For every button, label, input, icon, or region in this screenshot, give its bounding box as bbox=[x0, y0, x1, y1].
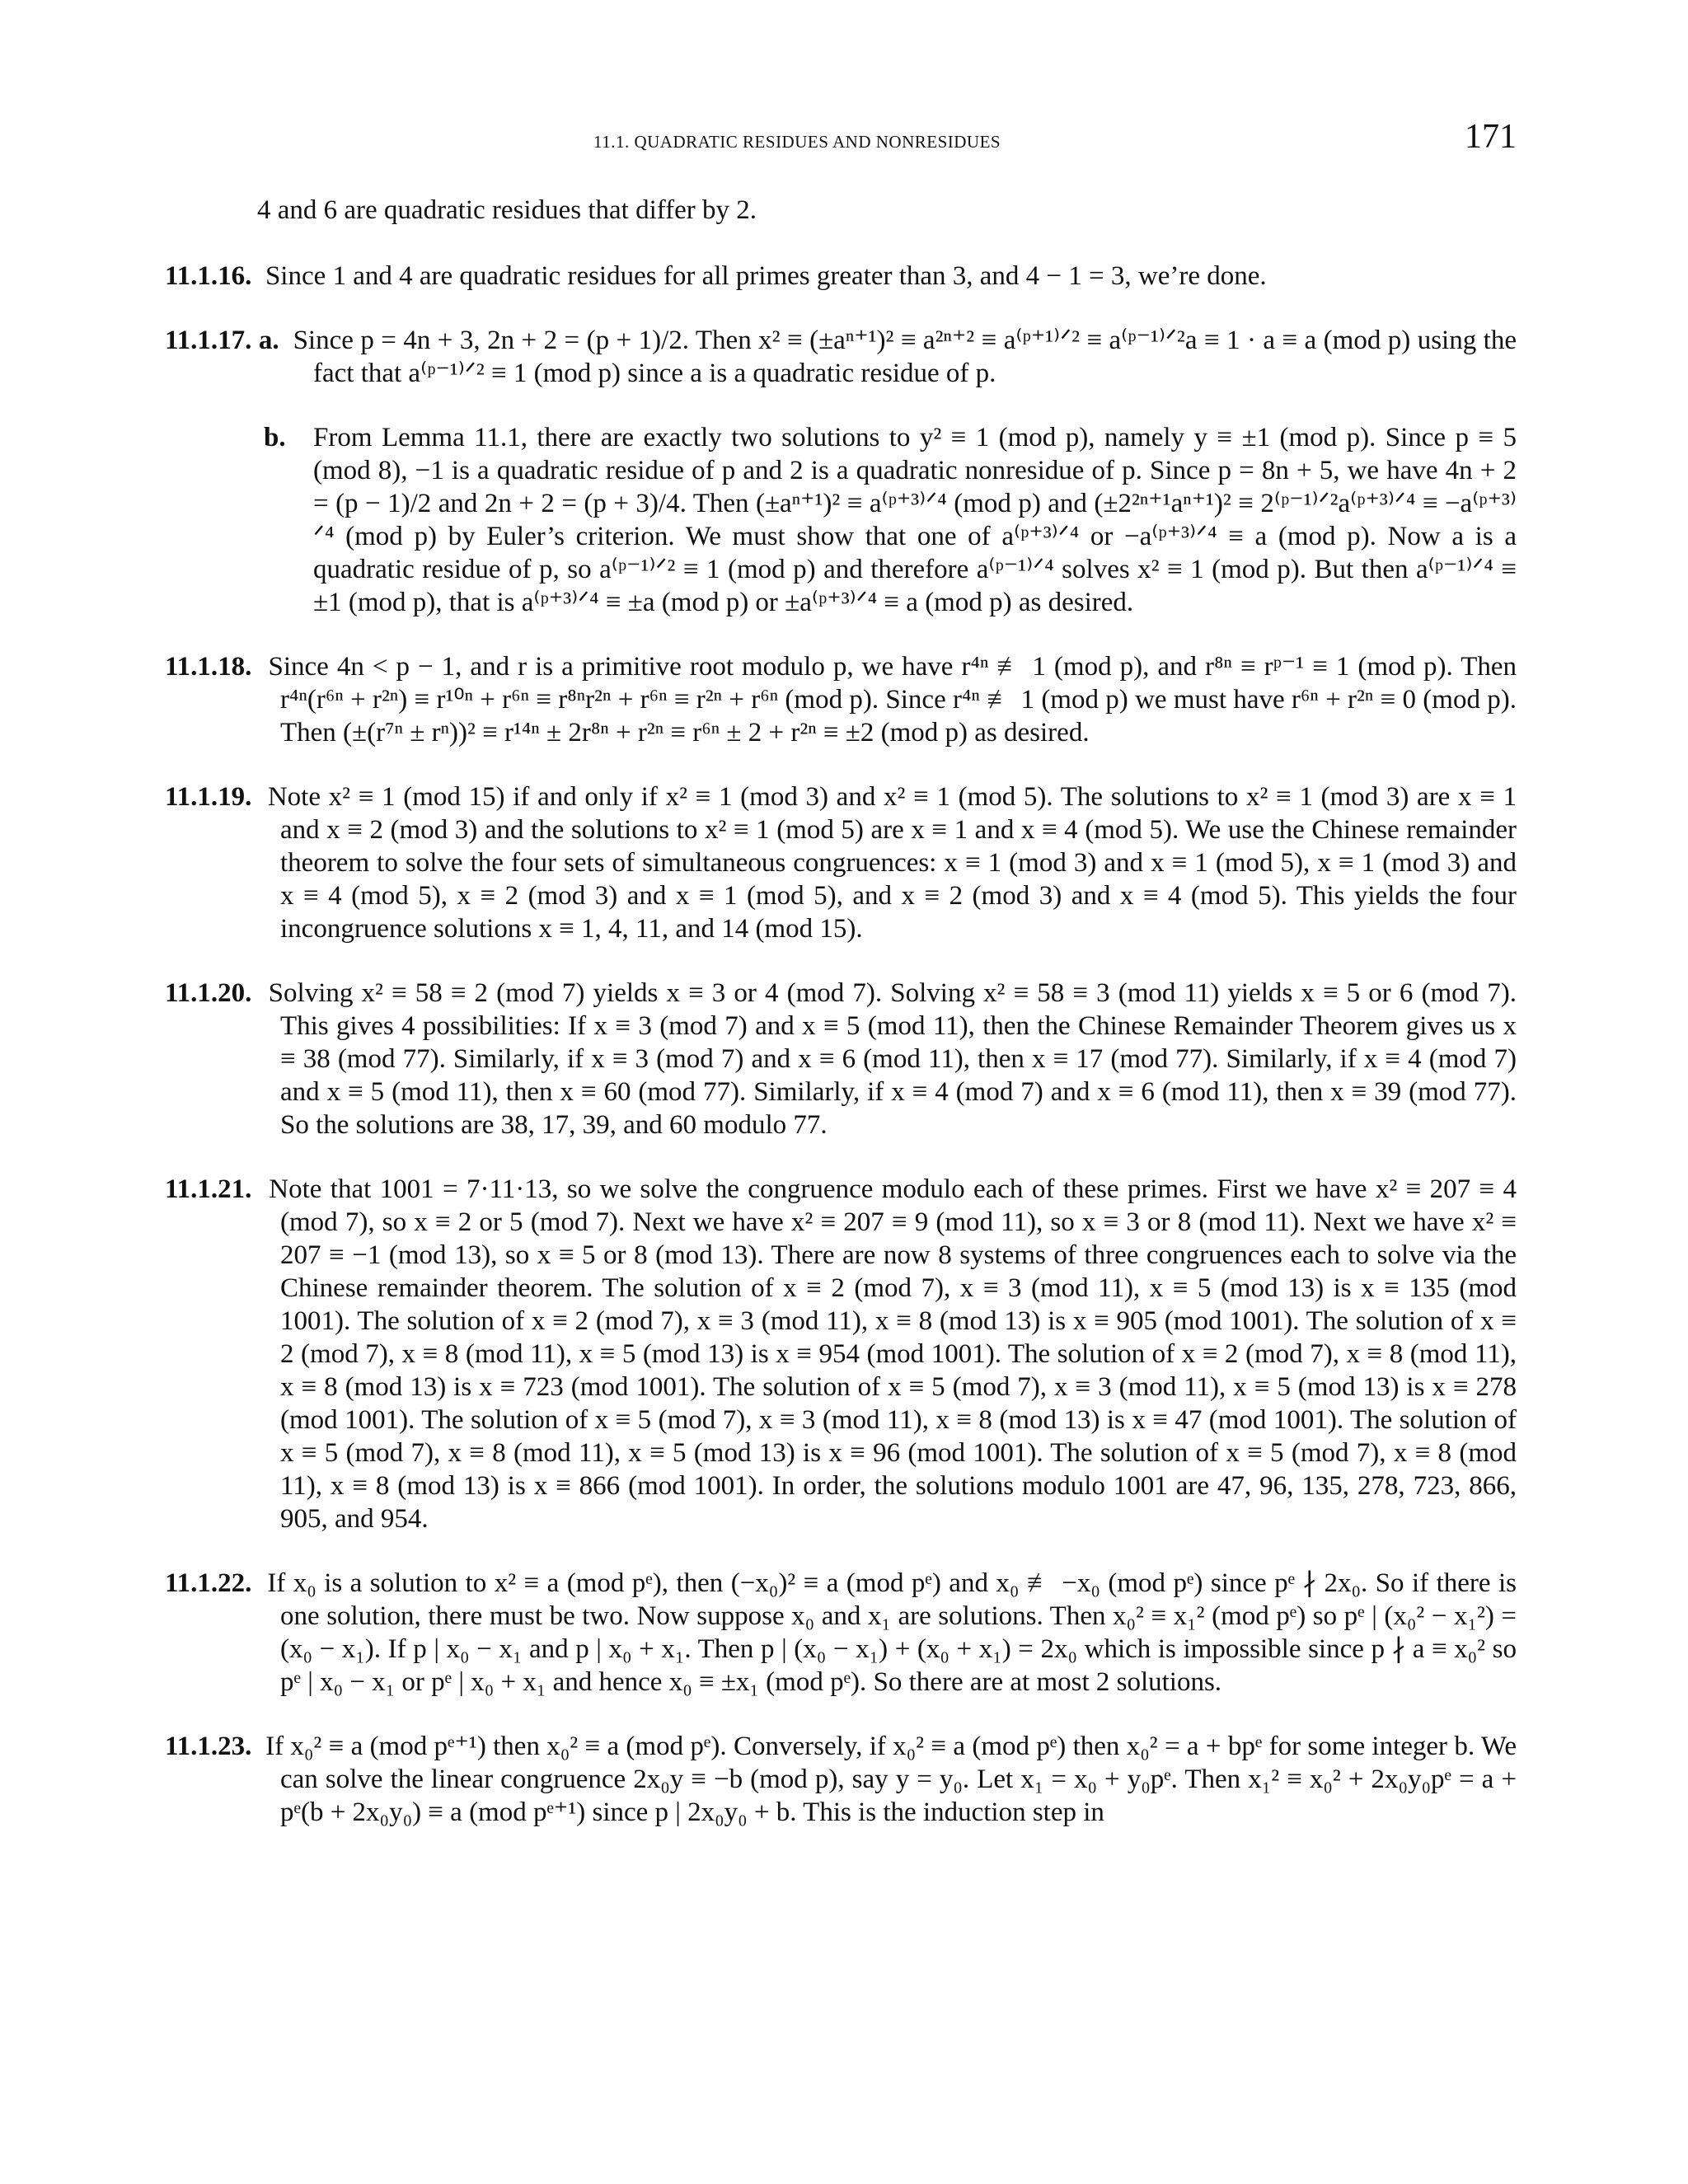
continuation-text: 4 and 6 are quadratic residues that differ by 2. bbox=[257, 195, 757, 225]
problem-text: From Lemma 11.1, there are exactly two solutions to y² ≡ 1 (mod p), namely y ≡ ±1 (mod p). Since p ≡ 5 (mod 8), −1 is a quadratic residue of p and 2 is a quadratic nonresidue of p. Since p = 8n + 5, we have 4n + 2 = (p − 1)/2 and 2n + 2 = (p + 3)/4. Then (±aⁿ⁺¹)² ≡ a⁽ᵖ⁺³⁾ᐟ⁴ (mod p) and (±2²ⁿ⁺¹aⁿ⁺¹)² ≡ 2⁽ᵖ⁻¹⁾ᐟ²a⁽ᵖ⁺³⁾ᐟ⁴ ≡ −a⁽ᵖ⁺³⁾ᐟ⁴ (mod p) by Euler’s criterion. We must show that one of a⁽ᵖ⁺³⁾ᐟ⁴ or −a⁽ᵖ⁺³⁾ᐟ⁴ ≡ a (mod p). Now a is a quadratic residue of p, so a⁽ᵖ⁻¹⁾ᐟ² ≡ 1 (mod p) and therefore a⁽ᵖ⁻¹⁾ᐟ⁴ solves x² ≡ 1 (mod p). But then a⁽ᵖ⁻¹⁾ᐟ⁴ ≡ ±1 (mod p), that is a⁽ᵖ⁺³⁾ᐟ⁴ ≡ ±a (mod p) or ±a⁽ᵖ⁺³⁾ᐟ⁴ ≡ a (mod p) as desired. bbox=[313, 423, 1517, 617]
problem-11-1-21 bbox=[165, 1173, 1517, 1535]
problem-11-1-20 bbox=[165, 977, 1517, 1141]
problem-text: Note that 1001 = 7·11·13, so we solve the congruence modulo each of these primes. First we have x² ≡ 207 ≡ 4 (mod 7), so x ≡ 2 or 5 (mod 7). Next we have x² ≡ 207 ≡ 9 (mod 11), so x ≡ 3 or 8 (mod 11). Next we have x² ≡ 207 ≡ −1 (mod 13), so x ≡ 5 or 8 (mod 13). There are now 8 systems of three congruences each to solve via the Chinese remainder theorem. The solution of x ≡ 2 (mod 7), x ≡ 3 (mod 11), x ≡ 5 (mod 13) is x ≡ 135 (mod 1001). The solution of x ≡ 2 (mod 7), x ≡ 3 (mod 11), x ≡ 8 (mod 13) is x ≡ 905 (mod 1001). The solution of x ≡ 2 (mod 7), x ≡ 8 (mod 11), x ≡ 5 (mod 13) is x ≡ 954 (mod 1001). The solution of x ≡ 2 (mod 7), x ≡ 8 (mod 11), x ≡ 8 (mod 13) is x ≡ 723 (mod 1001). The solution of x ≡ 5 (mod 7), x ≡ 3 (mod 11), x ≡ 5 (mod 13) is x ≡ 278 (mod 1001). The solution of x ≡ 5 (mod 7), x ≡ 3 (mod 11), x ≡ 8 (mod 13) is x ≡ 47 (mod 1001). The solution of x ≡ 5 (mod 7), x ≡ 8 (mod 11), x ≡ 5 (mod 13) is x ≡ 96 (mod 1001). The solution of x ≡ 5 (mod 7), x ≡ 8 (mod 11), x ≡ 8 (mod 13) is x ≡ 866 (mod 1001). In order, the solutions modulo 1001 are 47, 96, 135, 278, 723, 866, 905, and 954. bbox=[269, 1174, 1517, 1534]
problem-text: If x₀ is a solution to x² ≡ a (mod pᵉ), then (−x₀)² ≡ a (mod pᵉ) and x₀ ≢ −x₀ (mod pᵉ) since pᵉ ∤ 2x₀. So if there is one solution, there must be two. Now suppose x₀ and x₁ are solutions. Then x₀² ≡ x₁² (mod pᵉ) so pᵉ | (x₀² − x₁²) = (x₀ − x₁). If p | x₀ − x₁ and p | x₀ + x₁. Then p | (x₀ − x₁) + (x₀ + x₁) = 2x₀ which is impossible since p ∤ a ≡ x₀² so pᵉ | x₀ − x₁ or pᵉ | x₀ + x₁ and hence x₀ ≡ ±x₁ (mod pᵉ). So there are at most 2 solutions. bbox=[267, 1568, 1517, 1697]
problem-text: Since 4n < p − 1, and r is a primitive root modulo p, we have r⁴ⁿ ≢ 1 (mod p), and r⁸ⁿ ≡ rᵖ⁻¹ ≡ 1 (mod p). Then r⁴ⁿ(r⁶ⁿ + r²ⁿ) ≡ r¹⁰ⁿ + r⁶ⁿ ≡ r⁸ⁿr²ⁿ + r⁶ⁿ ≡ r²ⁿ + r⁶ⁿ (mod p). Since r⁴ⁿ ≢ 1 (mod p) we must have r⁶ⁿ + r²ⁿ ≡ 0 (mod p). Then (±(r⁷ⁿ ± rⁿ))² ≡ r¹⁴ⁿ ± 2r⁸ⁿ + r²ⁿ ≡ r⁶ⁿ ± 2 + r²ⁿ ≡ ±2 (mod p) as desired. bbox=[268, 652, 1517, 748]
page-body bbox=[165, 194, 1517, 1860]
problem-text: Note x² ≡ 1 (mod 15) if and only if x² ≡ 1 (mod 3) and x² ≡ 1 (mod 5). The solutions to x² ≡ 1 (mod 3) are x ≡ 1 and x ≡ 2 (mod 3) and the solutions to x² ≡ 1 (mod 5) are x ≡ 1 and x ≡ 4 (mod 5). We use the Chinese remainder theorem to solve the four sets of simultaneous congruences: x ≡ 1 (mod 3) and x ≡ 1 (mod 5), x ≡ 1 (mod 3) and x ≡ 4 (mod 5), x ≡ 2 (mod 3) and x ≡ 1 (mod 5), and x ≡ 2 (mod 3) and x ≡ 4 (mod 5). This yields the four incongruence solutions x ≡ 1, 4, 11, and 14 (mod 15). bbox=[267, 782, 1517, 944]
problem-11-1-22 bbox=[165, 1567, 1517, 1699]
problem-11-1-23 bbox=[165, 1730, 1517, 1829]
problem-number: 11.1.19. bbox=[165, 782, 252, 812]
problem-text: Solving x² ≡ 58 ≡ 2 (mod 7) yields x ≡ 3 or 4 (mod 7). Solving x² ≡ 58 ≡ 3 (mod 11) yields x ≡ 5 or 6 (mod 7). This gives 4 possibilities: If x ≡ 3 (mod 7) and x ≡ 5 (mod 11), then the Chinese Remainder Theorem gives us x ≡ 38 (mod 77). Similarly, if x ≡ 3 (mod 7) and x ≡ 6 (mod 11), then x ≡ 17 (mod 77). Similarly, if x ≡ 4 (mod 7) and x ≡ 5 (mod 11), then x ≡ 60 (mod 77). Similarly, if x ≡ 4 (mod 7) and x ≡ 6 (mod 11), then x ≡ 39 (mod 77). So the solutions are 38, 17, 39, and 60 modulo 77. bbox=[268, 978, 1517, 1140]
running-head: 11.1. QUADRATIC RESIDUES AND NONRESIDUES bbox=[593, 132, 1001, 152]
problem-text: Since p = 4n + 3, 2n + 2 = (p + 1)/2. Then x² ≡ (±aⁿ⁺¹)² ≡ a²ⁿ⁺² ≡ a⁽ᵖ⁺¹⁾ᐟ² ≡ a⁽ᵖ⁻¹⁾ᐟ²a ≡ 1 · a ≡ a (mod p) using the fact that a⁽ᵖ⁻¹⁾ᐟ² ≡ 1 (mod p) since a is a quadratic residue of p. bbox=[293, 326, 1517, 388]
problem-11-1-18 bbox=[165, 650, 1517, 749]
problem-text: If x₀² ≡ a (mod pᵉ⁺¹) then x₀² ≡ a (mod pᵉ). Conversely, if x₀² ≡ a (mod pᵉ) then x₀² = a + bpᵉ for some integer b. We can solve the linear congruence 2x₀y ≡ −b (mod p), say y = y₀. Let x₁ = x₀ + y₀pᵉ. Then x₁² ≡ x₀² + 2x₀y₀pᵉ = a + pᵉ(b + 2x₀y₀) ≡ a (mod pᵉ⁺¹) since p | 2x₀y₀ + b. This is the induction step in bbox=[265, 1732, 1517, 1827]
page-number: 171 bbox=[1465, 118, 1517, 156]
problem-number: 11.1.20. bbox=[165, 978, 252, 1008]
problem-text: Since 1 and 4 are quadratic residues for all primes greater than 3, and 4 − 1 = 3, we’re done. bbox=[265, 261, 1267, 291]
problem-part-label: b. bbox=[264, 423, 286, 452]
problem-number: 11.1.22. bbox=[165, 1568, 252, 1598]
problem-number: 11.1.17. a. bbox=[165, 326, 279, 355]
page-header bbox=[165, 118, 1517, 173]
problem-11-1-19 bbox=[165, 780, 1517, 945]
problem-number: 11.1.18. bbox=[165, 652, 252, 682]
problem-number: 11.1.21. bbox=[165, 1174, 252, 1204]
problem-11-1-17b bbox=[165, 421, 1517, 619]
problem-11-1-17a bbox=[165, 324, 1517, 390]
problem-11-1-16 bbox=[165, 260, 1517, 293]
problem-number: 11.1.16. bbox=[165, 261, 252, 291]
problem-number: 11.1.23. bbox=[165, 1732, 252, 1761]
